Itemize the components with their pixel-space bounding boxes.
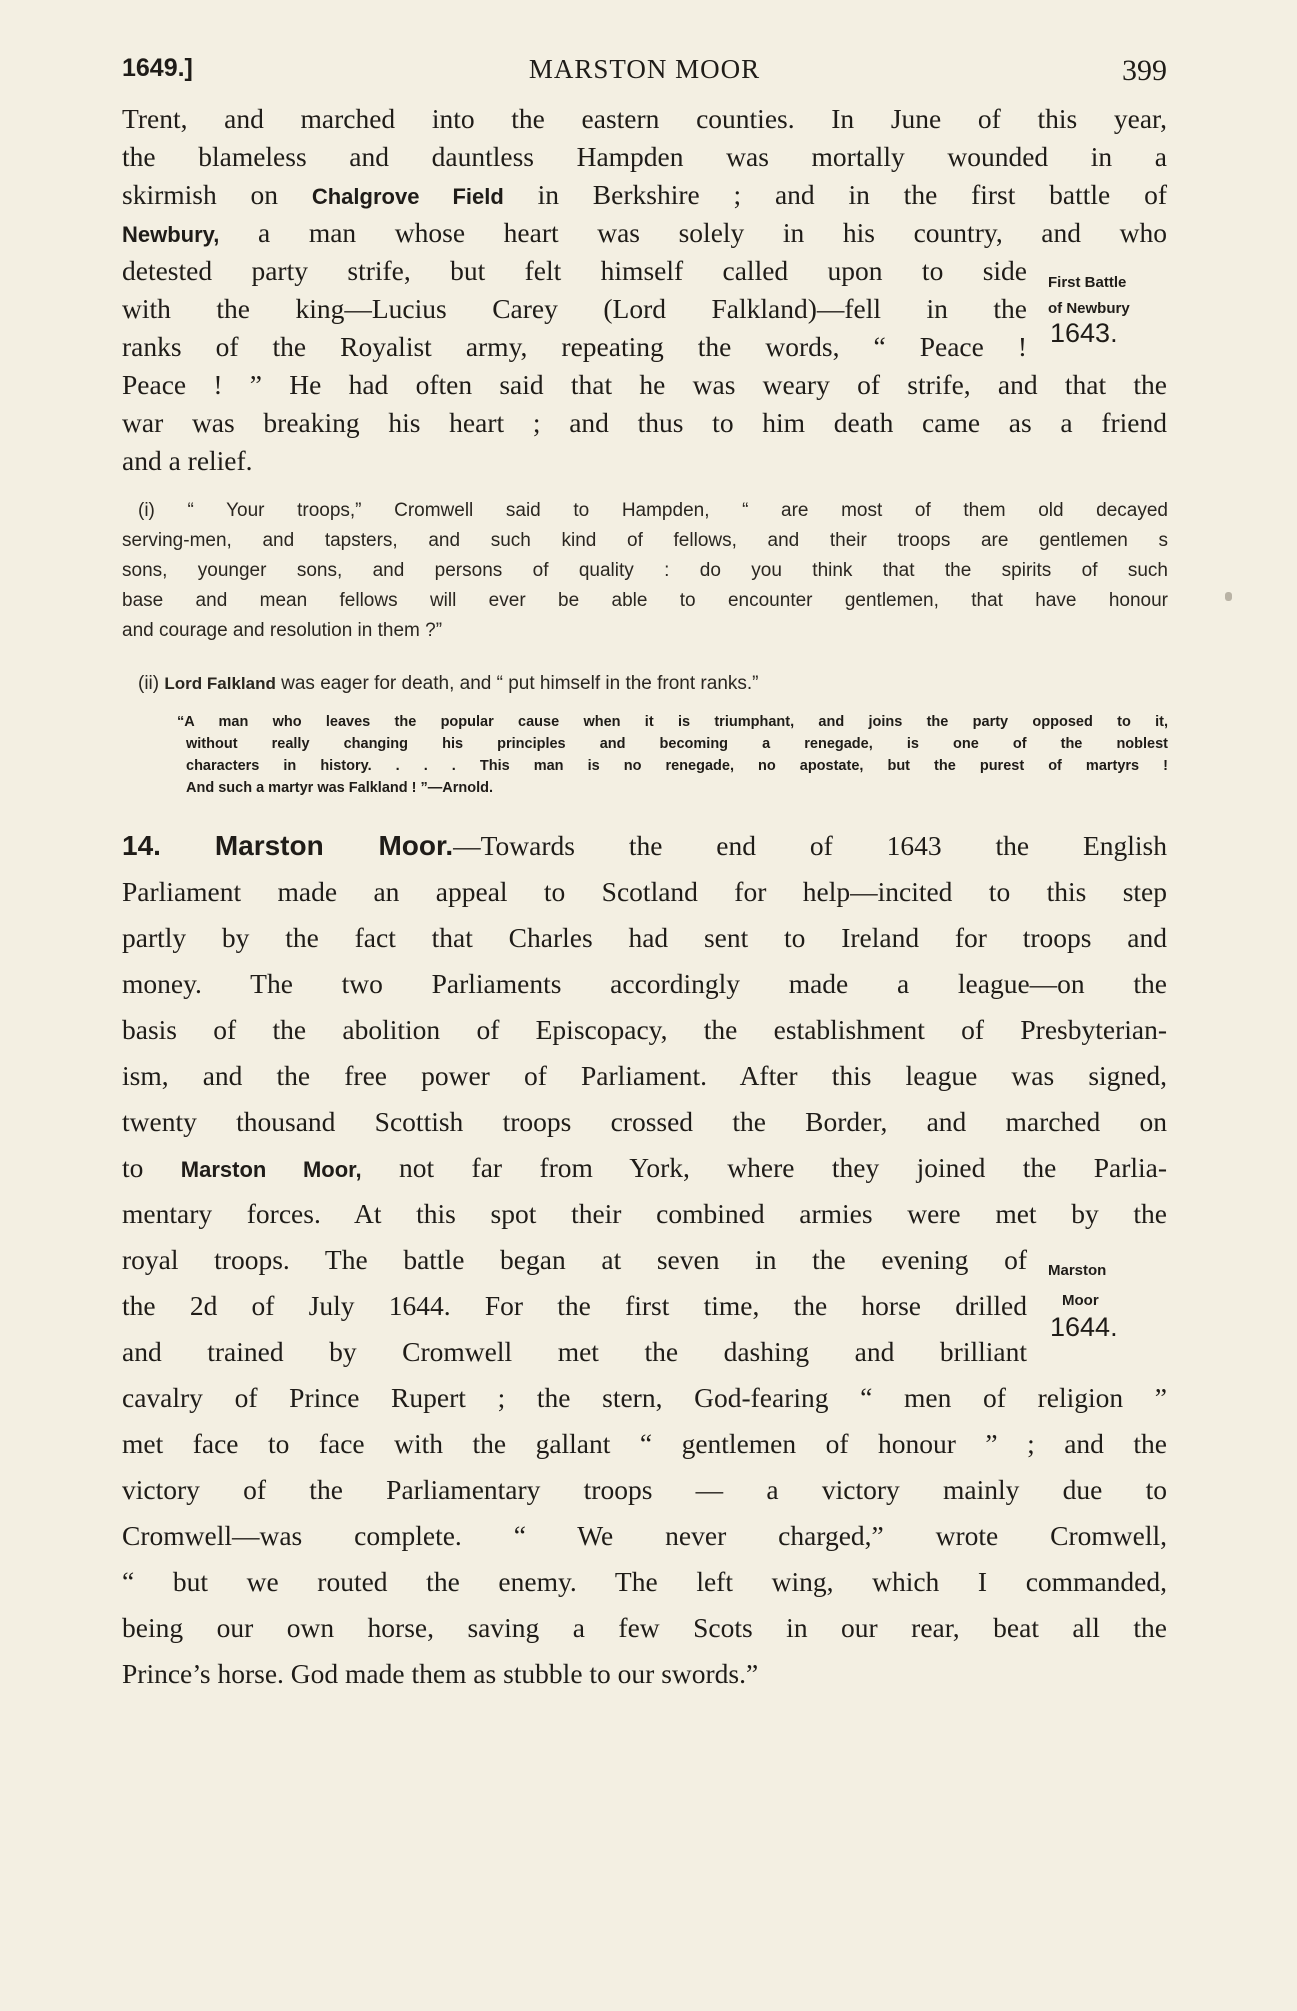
text-line: Cromwell—was complete. “ We never charged,” wrote Cromwell,	[122, 1520, 1167, 1551]
text-line: the blameless and dauntless Hampden was mortally wounded in a	[122, 141, 1167, 172]
text-line: twenty thousand Scottish troops crossed the Border, and marched on	[122, 1106, 1167, 1137]
section-heading-line: 14. Marston Moor.—Towards the end of 1643 the English	[122, 830, 1168, 861]
text-line: Prince’s horse. God made them as stubble to our swords.”	[122, 1658, 759, 1689]
text-line: Peace ! ” He had often said that he was weary of strife, and that the	[122, 369, 1167, 400]
text-line: cavalry of Prince Rupert ; the stern, God-fearing “ men of religion ”	[122, 1382, 1167, 1413]
text-line: royal troops. The battle began at seven in the evening of	[122, 1244, 1027, 1275]
margin-note-first-battle: First Battle	[1048, 274, 1127, 291]
text-line: money. The two Parliaments accordingly made a league—on the	[122, 968, 1167, 999]
text-line: “ but we routed the enemy. The left wing, which I commanded,	[122, 1566, 1167, 1597]
text-line: being our own horse, saving a few Scots in our rear, beat all the	[122, 1612, 1167, 1643]
quote-line: And such a martyr was Falkland ! ”—Arnold.	[186, 780, 493, 796]
page-number: 399	[1122, 54, 1167, 87]
text-line: Newbury, a man whose heart was solely in his country, and who	[122, 217, 1167, 248]
text-line: skirmish on Chalgrove Field in Berkshire ; and in the first battle of	[122, 179, 1167, 210]
text-line: basis of the abolition of Episcopacy, the establishment of Presbyterian-	[122, 1014, 1167, 1045]
text-line: met face to face with the gallant “ gentlemen of honour ” ; and the	[122, 1428, 1167, 1459]
quote-line: “A man who leaves the popular cause when it is triumphant, and joins the party opposed to it,	[177, 714, 1168, 730]
place-name: Chalgrove Field	[311, 184, 504, 209]
margin-note-marston: Marston	[1048, 1262, 1107, 1279]
margin-note-year-1644: 1644.	[1050, 1312, 1118, 1342]
text-line: victory of the Parliamentary troops — a victory mainly due to	[122, 1474, 1167, 1505]
place-name: Marston Moor,	[180, 1157, 362, 1182]
footnote-line: (i) “ Your troops,” Cromwell said to Hampden, “ are most of them old decayed	[138, 500, 1168, 521]
footnote-line: sons, younger sons, and persons of quality : do you think that the spirits of such	[122, 560, 1168, 581]
text-line: detested party strife, but felt himself called upon to side	[122, 255, 1027, 286]
text-line: war was breaking his heart ; and thus to him death came as a friend	[122, 407, 1167, 438]
text-line: mentary forces. At this spot their combined armies were met by the	[122, 1198, 1167, 1229]
text-line: ranks of the Royalist army, repeating the words, “ Peace !	[122, 331, 1027, 362]
header-year: 1649.]	[122, 54, 193, 82]
footnote-line: base and mean fellows will ever be able to encounter gentlemen, that have honour	[122, 590, 1168, 611]
section-number: 14.	[122, 830, 161, 861]
text-line: Trent, and marched into the eastern counties. In June of this year,	[122, 103, 1167, 134]
section-title: Marston Moor.	[214, 830, 454, 861]
quote-line: without really changing his principles and becoming a renegade, is one of the noblest	[186, 736, 1168, 752]
footnote-falkland: (ii) Lord Falkland was eager for death, and “ put himself in the front ranks.”	[138, 673, 759, 694]
text-line: partly by the fact that Charles had sent to Ireland for troops and	[122, 922, 1167, 953]
page-blemish	[1225, 592, 1232, 601]
text-line: ism, and the free power of Parliament. After this league was signed,	[122, 1060, 1167, 1091]
header-title: MARSTON MOOR	[528, 54, 761, 84]
text-line: the 2d of July 1644. For the first time, the horse drilled	[122, 1290, 1027, 1321]
text-line: and a relief.	[122, 445, 253, 476]
margin-note-year-1643: 1643.	[1050, 318, 1118, 348]
margin-note-newbury: of Newbury	[1048, 300, 1130, 317]
running-header	[122, 54, 1167, 94]
text-line: with the king—Lucius Carey (Lord Falkland)—fell in the	[122, 293, 1027, 324]
text-line: Parliament made an appeal to Scotland for help—incited to this step	[122, 876, 1167, 907]
text-line: to Marston Moor, not far from York, where they joined the Parlia-	[122, 1152, 1168, 1183]
footnote-line: and courage and resolution in them ?”	[122, 620, 443, 641]
margin-note-moor: Moor	[1062, 1292, 1099, 1309]
footnote-line: serving-men, and tapsters, and such kind of fellows, and their troops are gentlemen s	[122, 530, 1168, 551]
person-name: Lord Falkland	[164, 674, 276, 693]
quote-line: characters in history. . . . This man is no renegade, no apostate, but the purest of martyrs !	[186, 758, 1168, 774]
text-line: and trained by Cromwell met the dashing and brilliant	[122, 1336, 1027, 1367]
place-name: Newbury,	[122, 222, 220, 247]
